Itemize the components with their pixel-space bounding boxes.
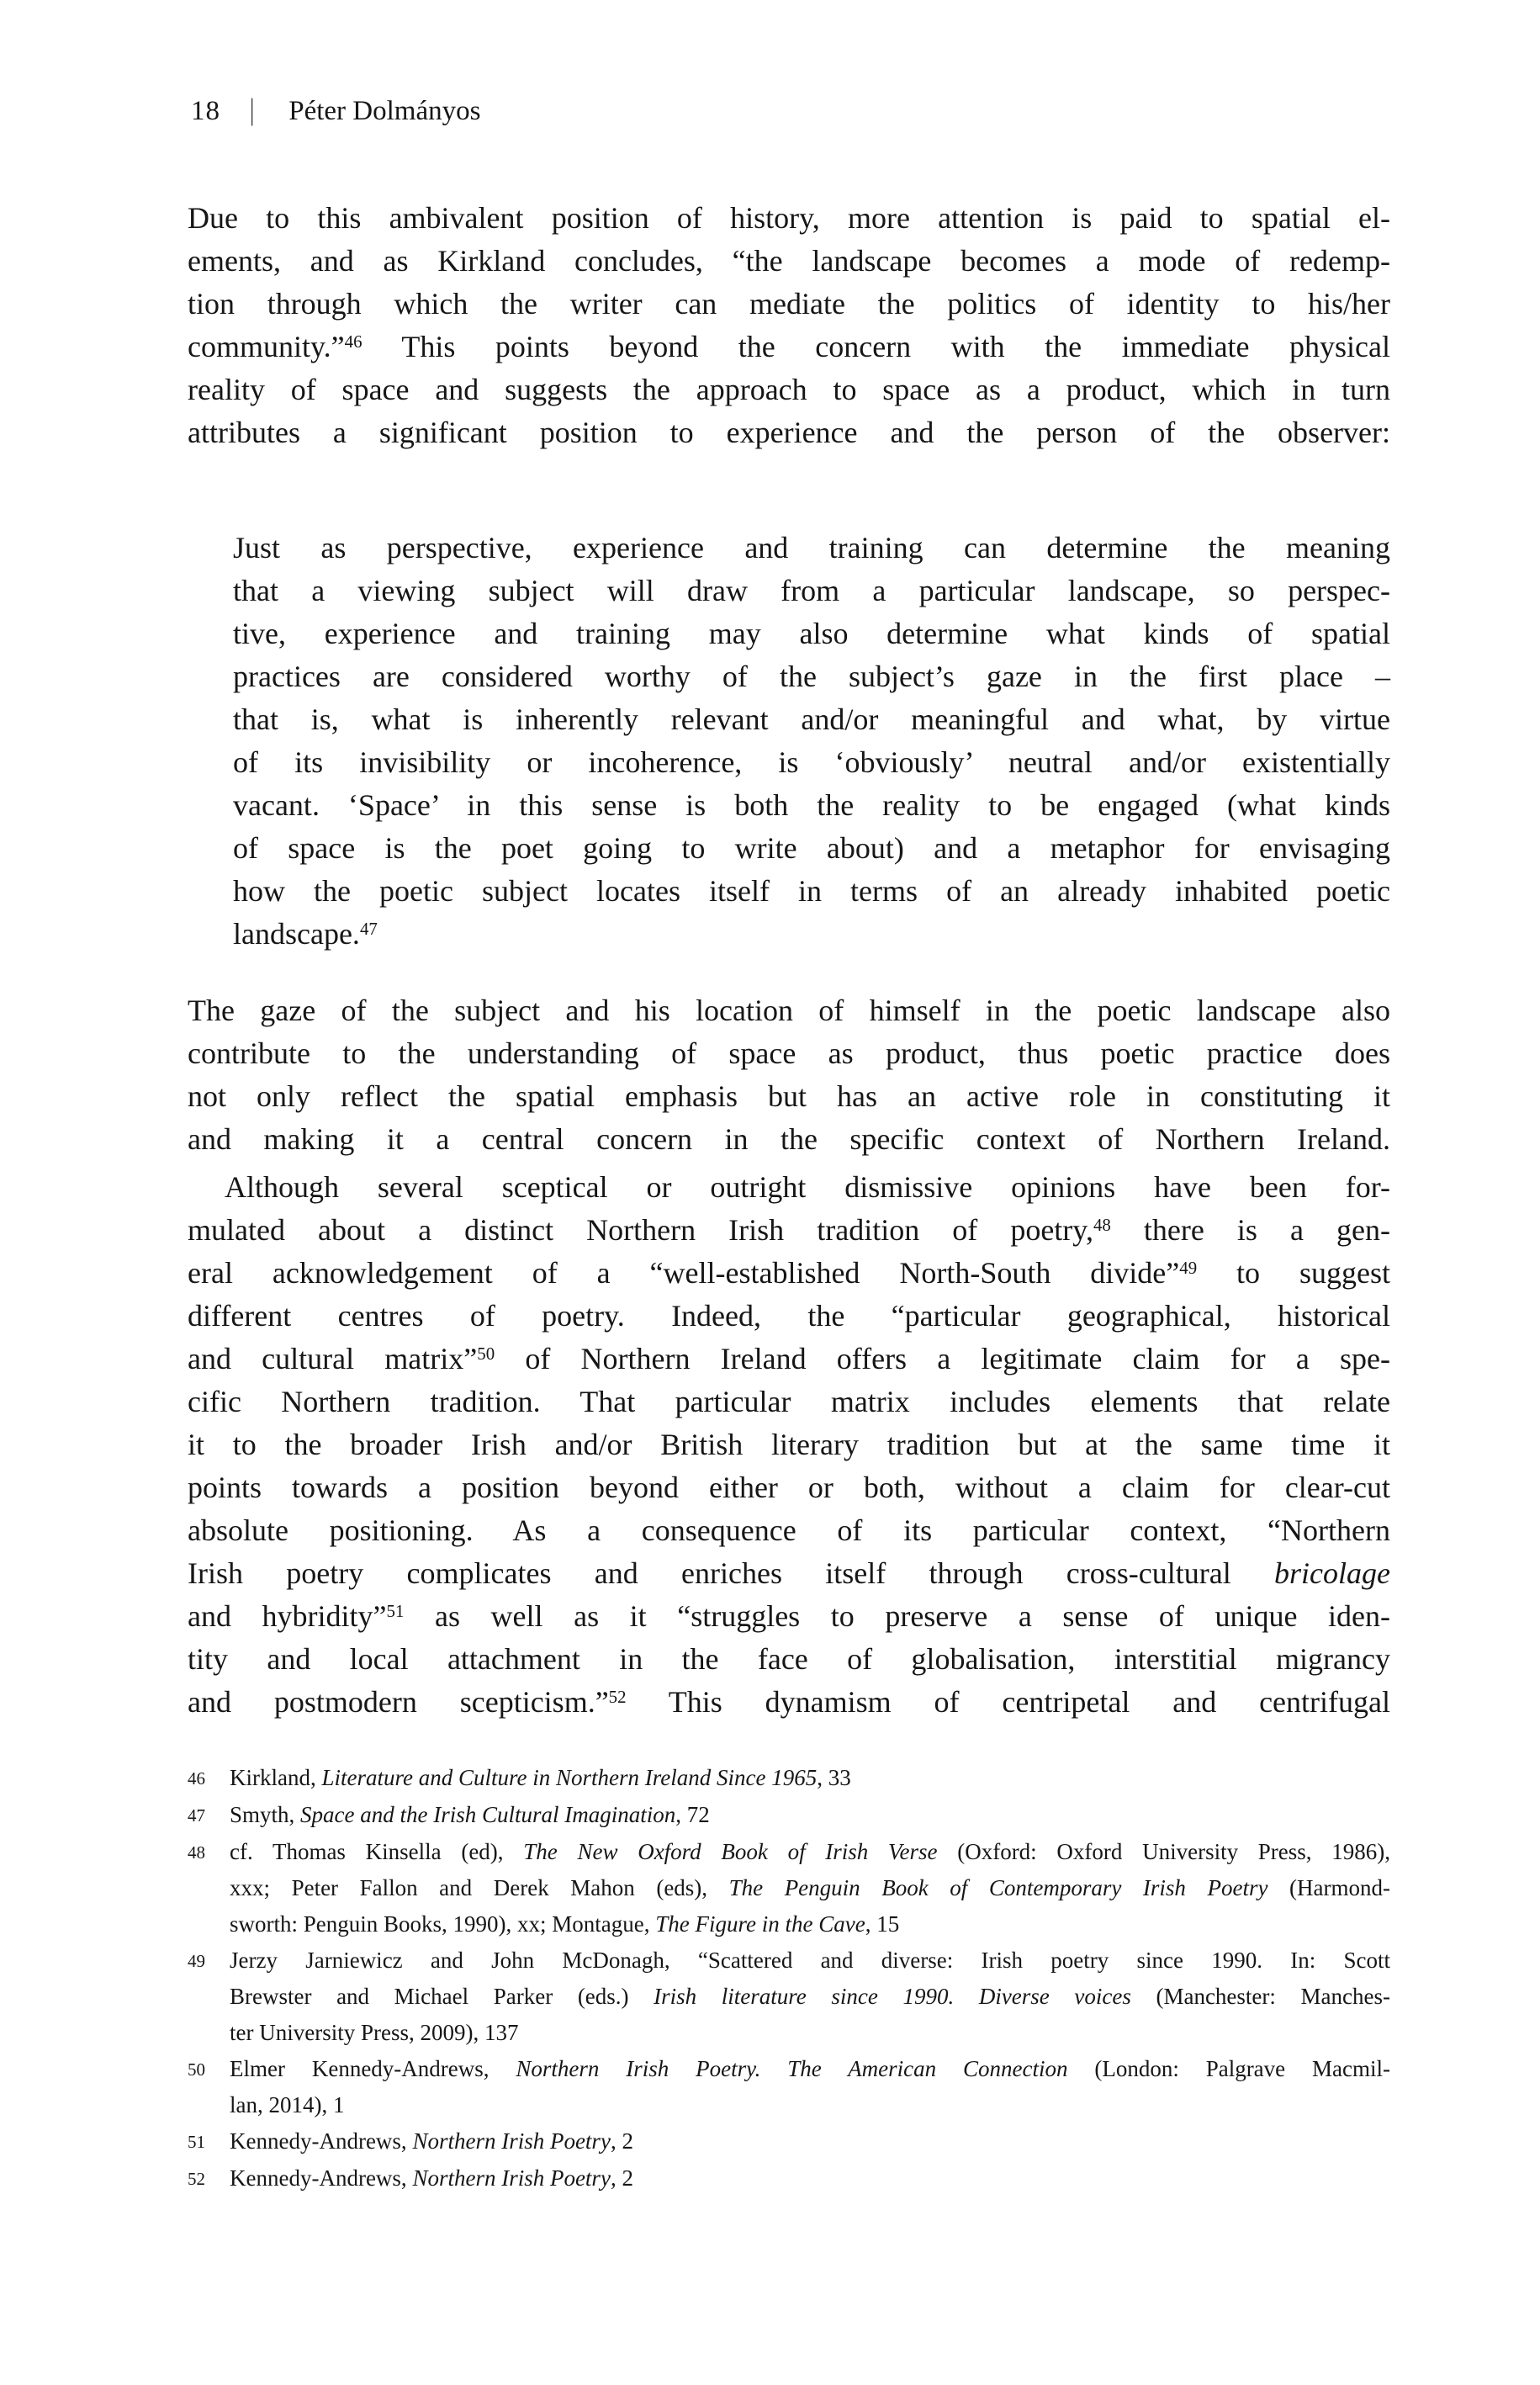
text-line: and cultural matrix”$^{50}$ of Northern Ireland offers a legitimate claim for a spe- xyxy=(188,1342,1390,1375)
footnote xyxy=(188,1942,1390,2051)
footnote-number: 52 xyxy=(188,2169,205,2189)
footnote xyxy=(188,1834,1390,1942)
text-line: and hybridity”$^{51}$ as well as it “struggles to preserve a sense of unique iden- xyxy=(188,1599,1391,1633)
footnote-line: Kennedy-Andrews, Northern Irish Poetry, 2 xyxy=(230,2165,633,2191)
footnote xyxy=(188,1760,1390,1797)
footnote-text xyxy=(230,2160,1390,2197)
text-line: Just as perspective, experience and training can determine the meaning xyxy=(233,531,1390,564)
footnote-line: cf. Thomas Kinsella (ed), The New Oxford Book of Irish Verse (Oxford: Oxford University Press, 1986), xyxy=(230,1839,1390,1864)
footnote-number: 49 xyxy=(188,1951,205,1971)
footnote-ref: 52 xyxy=(608,1686,627,1707)
footnote-number: 46 xyxy=(188,1768,205,1789)
footnote-number: 51 xyxy=(188,2132,205,2152)
footnote-line: Smyth, Space and the Irish Cultural Imagination, 72 xyxy=(230,1802,710,1827)
text-line: landscape.$^{47}$ xyxy=(233,917,378,951)
italic-text: The Figure in the Cave xyxy=(655,1911,865,1937)
footnote-text xyxy=(230,1834,1390,1942)
paragraph xyxy=(188,197,1390,454)
block-quote xyxy=(233,527,1390,956)
footnote-ref: 46 xyxy=(344,331,363,352)
text-line: tive, experience and training may also determine what kinds of spatial xyxy=(233,617,1390,650)
text-line: Irish poetry complicates and enriches itself through cross-cultural bricolage xyxy=(188,1556,1390,1590)
text-line: practices are considered worthy of the subject’s gaze in the first place – xyxy=(233,660,1390,693)
footnote-line: Kirkland, Literature and Culture in Northern Ireland Since 1965, 33 xyxy=(230,1765,851,1790)
page-header xyxy=(191,93,480,128)
text-line: absolute positioning. As a consequence of its particular context, “Northern xyxy=(188,1513,1390,1547)
italic-text: Literature and Culture in Northern Ireland Since 1965 xyxy=(321,1765,818,1790)
text-line: community.”$^{46}$ This points beyond the concern with the immediate physical xyxy=(188,330,1390,363)
footnote-line: Brewster and Michael Parker (eds.) Irish literature since 1990. Diverse voices (Manchester: Manches- xyxy=(230,1984,1390,2009)
footnote-line: Elmer Kennedy-Andrews, Northern Irish Poetry. The American Connection (London: Palgrave Macmil- xyxy=(230,2056,1390,2081)
text-line: not only reflect the spatial emphasis but has an active role in constituting it xyxy=(188,1079,1390,1113)
footnote-text xyxy=(230,1760,1390,1796)
italic-text: Northern Irish Poetry xyxy=(412,2128,611,2154)
page-number: 18 xyxy=(191,96,220,126)
italic-text: Irish literature since 1990. Diverse voices xyxy=(654,1984,1131,2009)
text-line: of space is the poet going to write about) and a metaphor for envisaging xyxy=(233,831,1390,865)
italic-text: Space and the Irish Cultural Imagination xyxy=(300,1802,676,1827)
footnote-text xyxy=(230,1942,1390,2051)
text-line: cific Northern tradition. That particular matrix includes elements that relate xyxy=(188,1385,1390,1418)
paragraph xyxy=(188,1166,1390,1724)
text-line: tity and local attachment in the face of globalisation, interstitial migrancy xyxy=(188,1642,1390,1676)
footnote-text xyxy=(230,1797,1390,1833)
italic-text: Northern Irish Poetry. The American Connection xyxy=(516,2056,1068,2081)
text-line: The gaze of the subject and his location of himself in the poetic landscape also xyxy=(188,994,1390,1027)
italic-text: The Penguin Book of Contemporary Irish Poetry xyxy=(728,1875,1268,1900)
text-line: how the poetic subject locates itself in terms of an already inhabited poetic xyxy=(233,874,1390,908)
text-line: of its invisibility or incoherence, is ‘obviously’ neutral and/or existentially xyxy=(233,745,1390,779)
footnote-line: Kennedy-Andrews, Northern Irish Poetry, 2 xyxy=(230,2128,633,2154)
footnote-line: lan, 2014), 1 xyxy=(230,2092,345,2117)
text-line: that is, what is inherently relevant and/or meaningful and what, by virtue xyxy=(233,702,1390,736)
footnote-ref: 50 xyxy=(477,1343,495,1364)
footnote-ref: 51 xyxy=(386,1600,405,1621)
text-line: and making it a central concern in the specific context of Northern Ireland. xyxy=(188,1122,1390,1156)
header-divider: | xyxy=(250,93,255,126)
text-line: and postmodern scepticism.”$^{52}$ This dynamism of centripetal and centrifugal xyxy=(188,1685,1390,1719)
footnote-line: ter University Press, 2009), 137 xyxy=(230,2020,519,2045)
footnote xyxy=(188,1797,1390,1834)
footnote-line: sworth: Penguin Books, 1990), xx; Montague, The Figure in the Cave, 15 xyxy=(230,1911,900,1937)
text-line: that a viewing subject will draw from a particular landscape, so perspec- xyxy=(233,574,1390,607)
footnote-line: Jerzy Jarniewicz and John McDonagh, “Scattered and diverse: Irish poetry since 1990. In: Scott xyxy=(230,1948,1390,1973)
footnote xyxy=(188,2123,1390,2160)
italic-text: Northern Irish Poetry xyxy=(412,2165,611,2191)
text-line: different centres of poetry. Indeed, the “particular geographical, historical xyxy=(188,1299,1390,1333)
author-name: Péter Dolmányos xyxy=(288,96,481,126)
text-line: vacant. ‘Space’ in this sense is both the reality to be engaged (what kinds xyxy=(233,788,1390,822)
text-line: contribute to the understanding of space as product, thus poetic practice does xyxy=(188,1036,1390,1070)
footnote-ref: 47 xyxy=(359,918,378,939)
footnote-number: 47 xyxy=(188,1805,205,1826)
footnote xyxy=(188,2160,1390,2197)
footnote-ref: 49 xyxy=(1179,1257,1198,1278)
footnote-number: 48 xyxy=(188,1842,205,1863)
footnotes xyxy=(188,1760,1390,2197)
paragraph xyxy=(188,989,1390,1161)
text-line: Due to this ambivalent position of history, more attention is paid to spatial el- xyxy=(188,201,1390,235)
footnote-ref: 48 xyxy=(1093,1214,1111,1235)
italic-text: bricolage xyxy=(1274,1556,1390,1590)
text-line: Although several sceptical or outright dismissive opinions have been for- xyxy=(225,1170,1390,1204)
footnote-text xyxy=(230,2123,1390,2160)
text-line: mulated about a distinct Northern Irish tradition of poetry,$^{48}$ there is a gen- xyxy=(188,1213,1390,1247)
footnote xyxy=(188,2051,1390,2123)
footnote-number: 50 xyxy=(188,2059,205,2080)
text-line: points towards a position beyond either or both, without a claim for clear-cut xyxy=(188,1471,1390,1504)
text-line: eral acknowledgement of a “well-established North-South divide”$^{49}$ to suggest xyxy=(188,1256,1390,1290)
text-line: attributes a significant position to experience and the person of the observer: xyxy=(188,416,1390,449)
italic-text: The New Oxford Book of Irish Verse xyxy=(523,1839,938,1864)
text-line: tion through which the writer can mediate the politics of identity to his/her xyxy=(188,287,1390,321)
footnote-text xyxy=(230,2051,1390,2123)
text-line: it to the broader Irish and/or British literary tradition but at the same time it xyxy=(188,1428,1390,1461)
footnote-line: xxx; Peter Fallon and Derek Mahon (eds), The Penguin Book of Contemporary Irish Poetry (Harmond- xyxy=(230,1875,1390,1900)
text-line: reality of space and suggests the approach to space as a product, which in turn xyxy=(188,373,1390,406)
text-line: ements, and as Kirkland concludes, “the landscape becomes a mode of redemp- xyxy=(188,244,1390,278)
